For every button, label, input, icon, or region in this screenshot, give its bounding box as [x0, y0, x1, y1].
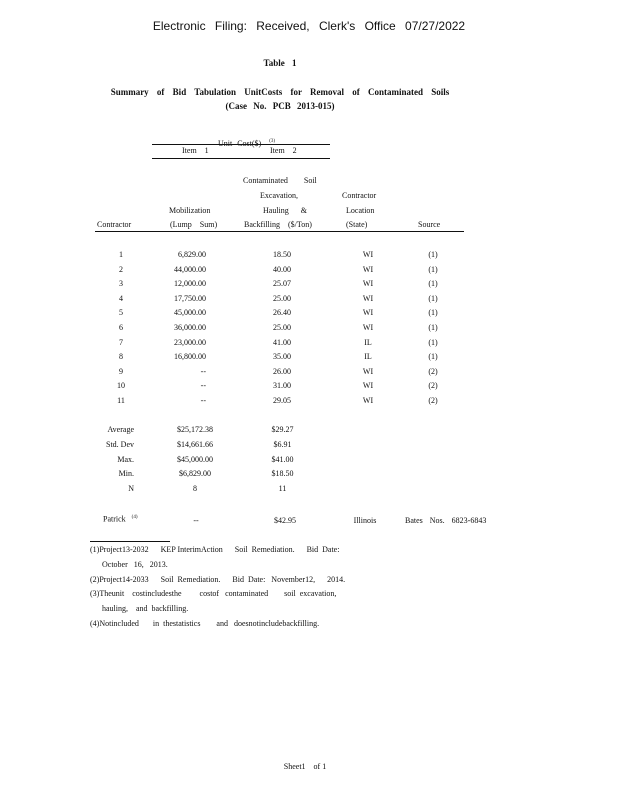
patrick-mob: --: [193, 516, 199, 525]
stat-label: Average: [107, 425, 134, 434]
row-contractor: 1: [119, 250, 123, 259]
stat-soil-cost: $29.27: [271, 425, 294, 434]
stat-mobilization: $25,172.38: [177, 425, 213, 434]
row-mobilization: 12,000.00: [174, 279, 206, 289]
footnote-line: hauling, and backfilling.: [90, 604, 189, 614]
col-soil-3: Hauling &: [263, 206, 307, 215]
row-mobilization: 17,750.00: [174, 293, 206, 303]
col-loc-3: (State): [346, 220, 368, 229]
row-state: WI: [362, 308, 374, 318]
row-soil-cost: 25.07: [273, 279, 291, 289]
row-mobilization: 44,000.00: [174, 264, 206, 274]
col-mob-1: Mobilization: [169, 206, 211, 215]
col-loc-1: Contractor: [342, 191, 377, 200]
row-contractor: 7: [119, 337, 123, 347]
row-soil-cost: 26.40: [273, 308, 291, 318]
row-soil-cost: 25.00: [273, 323, 291, 332]
row-source: (1): [428, 264, 438, 274]
row-state: WI: [362, 250, 374, 259]
summary-line-2: (Case No. PCB 2013-015): [225, 101, 335, 111]
row-source: (1): [428, 250, 438, 259]
patrick-label: Patrick $^{(4)}$: [103, 514, 138, 524]
patrick-state: Illinois: [353, 516, 377, 525]
row-source: (1): [428, 352, 438, 362]
row-soil-cost: 31.00: [273, 381, 291, 391]
row-mobilization: 45,000.00: [174, 308, 206, 318]
row-source: (1): [428, 308, 438, 318]
stat-mobilization: $6,829.00: [179, 469, 211, 479]
col-soil-2: Excavation,: [260, 191, 298, 200]
row-source: (2): [428, 396, 438, 405]
row-state: IL: [364, 352, 372, 362]
row-soil-cost: 18.50: [273, 250, 291, 259]
row-contractor: 5: [119, 308, 123, 318]
stat-label: Min.: [118, 469, 134, 479]
row-mobilization: --: [200, 381, 206, 391]
row-state: WI: [362, 381, 374, 391]
patrick-source: Bates Nos. 6823-6843: [405, 516, 487, 525]
row-state: WI: [362, 279, 374, 289]
footnote-line: (3)Theunit costincludesthe costof contaminated soil excavation,: [90, 589, 337, 599]
row-soil-cost: 25.00: [273, 293, 291, 303]
stat-soil-cost: 11: [278, 484, 287, 494]
row-state: WI: [362, 323, 374, 332]
col-contractor: Contractor: [97, 220, 132, 229]
row-state: WI: [362, 264, 374, 274]
patrick-note: (4): [131, 515, 138, 520]
row-mobilization: 16,800.00: [174, 352, 206, 362]
row-state: WI: [362, 366, 374, 376]
unit-cost-header: Unit Cost($) $^{(3)}$: [218, 139, 276, 148]
row-contractor: 2: [119, 264, 123, 274]
row-soil-cost: 29.05: [273, 396, 291, 405]
stat-mobilization: $14,661.66: [177, 439, 213, 449]
row-mobilization: 36,000.00: [174, 323, 206, 332]
summary-line-1: Summary of Bid Tabulation UnitCosts for Removal of Contaminated Soils: [110, 87, 450, 97]
row-mobilization: --: [200, 366, 206, 376]
row-source: (2): [428, 366, 438, 376]
row-soil-cost: 40.00: [273, 264, 291, 274]
row-soil-cost: 35.00: [273, 352, 291, 362]
stat-soil-cost: $18.50: [271, 469, 294, 479]
footnote-line: (1)Project13-2032 KEP InterimAction Soil Remediation. Bid Date:: [90, 545, 340, 554]
row-contractor: 11: [117, 396, 125, 405]
filing-header: Electronic Filing: Received, Clerk's Office 07/27/2022: [152, 19, 466, 33]
row-mobilization: --: [200, 396, 206, 405]
item2-label: Item 2: [270, 146, 297, 155]
sheet-number: Sheet1 of 1: [283, 762, 327, 771]
row-mobilization: 23,000.00: [174, 337, 206, 347]
footnote-line: (2)Project14-2033 Soil Remediation. Bid Date: November12, 2014.: [90, 574, 346, 584]
footnote-line: (4)Notincluded in thestatistics and doesnotincludebackfilling.: [90, 619, 320, 628]
col-soil-1: Contaminated Soil: [243, 176, 317, 185]
row-contractor: 4: [119, 293, 123, 303]
stat-label: Std. Dev: [106, 439, 134, 449]
row-contractor: 9: [119, 366, 123, 376]
stat-label: Max.: [117, 454, 134, 464]
row-contractor: 3: [119, 279, 123, 289]
stat-soil-cost: $6.91: [273, 439, 292, 449]
stat-mobilization: 8: [193, 484, 197, 494]
col-source: Source: [418, 220, 441, 229]
row-contractor: 10: [117, 381, 125, 391]
unit-cost-note: (3): [269, 139, 276, 145]
footnote-line: October 16, 2013.: [90, 559, 168, 569]
row-state: IL: [364, 337, 372, 347]
stat-label: N: [128, 484, 134, 494]
row-source: (1): [428, 279, 438, 289]
col-soil-4: Backfilling ($/Ton): [244, 220, 312, 229]
row-state: WI: [362, 293, 374, 303]
row-mobilization: 6,829.00: [178, 250, 206, 259]
header-rule: [95, 231, 464, 232]
row-state: WI: [362, 396, 374, 405]
col-loc-2: Location: [346, 206, 375, 215]
row-source: (1): [428, 323, 438, 332]
row-soil-cost: 26.00: [273, 366, 291, 376]
patrick-soil: $42.95: [274, 516, 296, 525]
row-contractor: 6: [119, 323, 123, 332]
row-contractor: 8: [119, 352, 123, 362]
table-title: Table 1: [263, 58, 297, 68]
stat-mobilization: $45,000.00: [177, 454, 213, 464]
col-mob-2: (Lump Sum): [170, 220, 218, 229]
row-source: (1): [428, 337, 438, 347]
footnote-rule: [90, 541, 170, 542]
item-rule: [152, 158, 330, 159]
unit-cost-rule: [152, 144, 330, 145]
row-soil-cost: 41.00: [273, 337, 291, 347]
stat-soil-cost: $41.00: [271, 454, 294, 464]
row-source: (1): [428, 293, 438, 303]
row-source: (2): [428, 381, 438, 391]
item1-label: Item 1: [182, 146, 209, 155]
